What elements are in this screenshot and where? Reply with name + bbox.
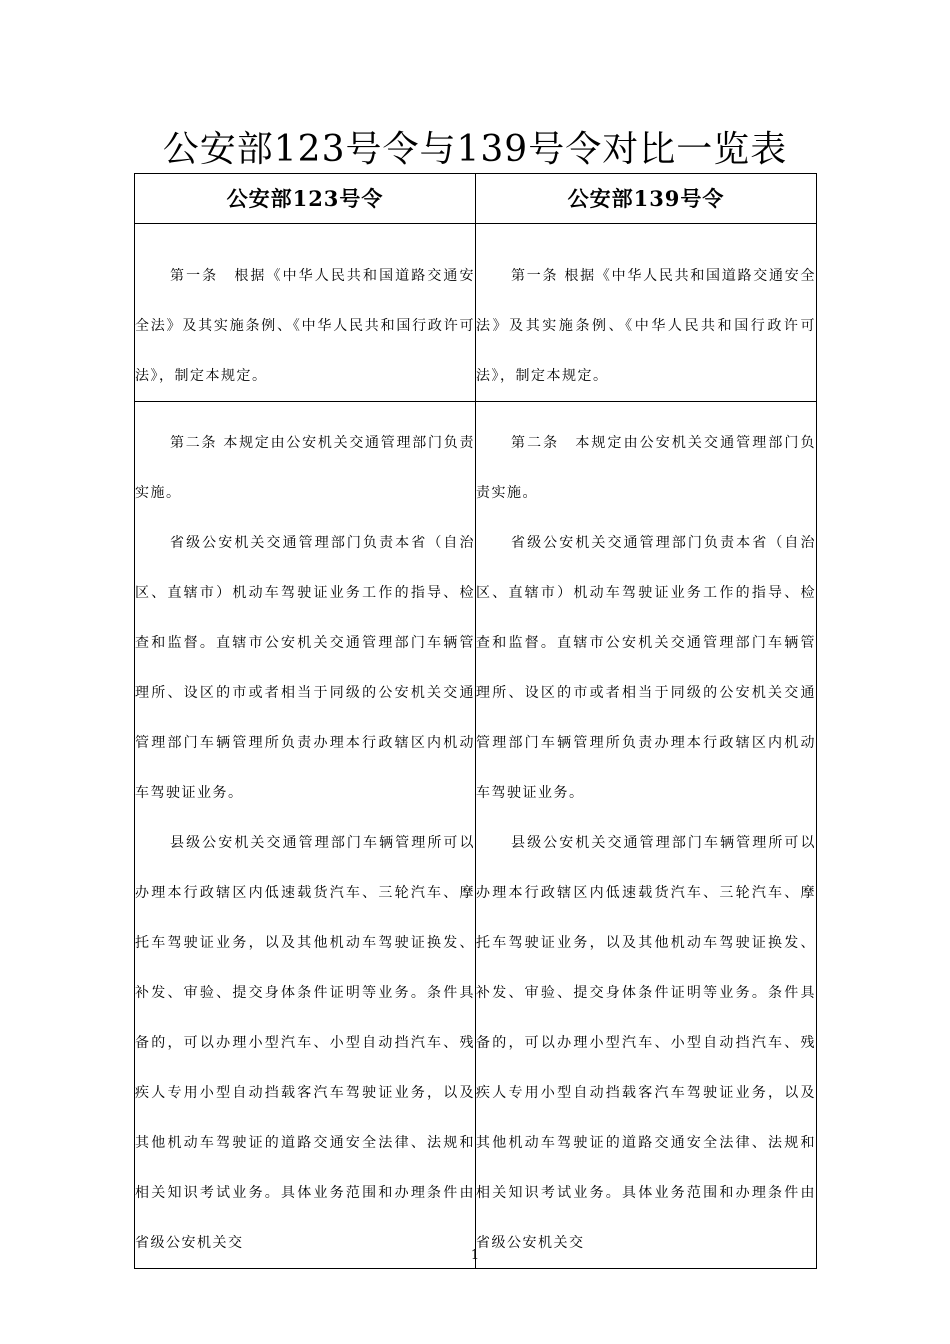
paragraph: 省级公安机关交通管理部门负责本省（自治区、直辖市）机动车驾驶证业务工作的指导、检查和监督。直辖市公安机关交通管理部门车辆管理所、设区的市或者相当于同级的公安机关交通管理部门车辆管理所负责办理本行政辖区内机动车驾驶证业务。 [135,535,475,801]
paragraph: 第二条 本规定由公安机关交通管理部门负责实施。 [135,435,475,501]
table-row [135,224,817,402]
header-row [135,174,817,224]
cell-123-article-2 [135,402,476,1269]
paragraph: 县级公安机关交通管理部门车辆管理所可以办理本行政辖区内低速载货汽车、三轮汽车、摩托车驾驶证业务，以及其他机动车驾驶证换发、补发、审验、提交身体条件证明等业务。条件具备的，可以办理小型汽车、小型自动挡汽车、残疾人专用小型自动挡载客汽车驾驶证业务，以及其他机动车驾驶证的道路交通安全法律、法规和相关知识考试业务。具体业务范围和办理条件由省级公安机关交 [476,835,816,1251]
paragraph: 县级公安机关交通管理部门车辆管理所可以办理本行政辖区内低速载货汽车、三轮汽车、摩托车驾驶证业务，以及其他机动车驾驶证换发、补发、审验、提交身体条件证明等业务。条件具备的，可以办理小型汽车、小型自动挡汽车、残疾人专用小型自动挡载客汽车驾驶证业务，以及其他机动车驾驶证的道路交通安全法律、法规和相关知识考试业务。具体业务范围和办理条件由省级公安机关交 [135,835,475,1251]
paragraph: 省级公安机关交通管理部门负责本省（自治区、直辖市）机动车驾驶证业务工作的指导、检查和监督。直辖市公安机关交通管理部门车辆管理所、设区的市或者相当于同级的公安机关交通管理部门车辆管理所负责办理本行政辖区内机动车驾驶证业务。 [476,535,816,801]
cell-139-article-2 [476,402,817,1269]
column-header-139: 公安部139号令 [476,174,817,224]
cell-139-article-1 [476,224,817,402]
paragraph: 第一条 根据《中华人民共和国道路交通安全法》及其实施条例、《中华人民共和国行政许可法》，制定本规定。 [476,268,816,384]
column-header-123: 公安部123号令 [135,174,476,224]
page-number: 1 [470,1248,480,1263]
comparison-table [134,173,817,1269]
cell-123-article-1 [135,224,476,402]
paragraph: 第一条 根据《中华人民共和国道路交通安全法》及其实施条例、《中华人民共和国行政许可法》，制定本规定。 [135,268,475,384]
document-title: 公安部123号令与139号令对比一览表 [162,129,788,170]
table-row [135,402,817,1269]
paragraph: 第二条 本规定由公安机关交通管理部门负责实施。 [476,435,816,501]
